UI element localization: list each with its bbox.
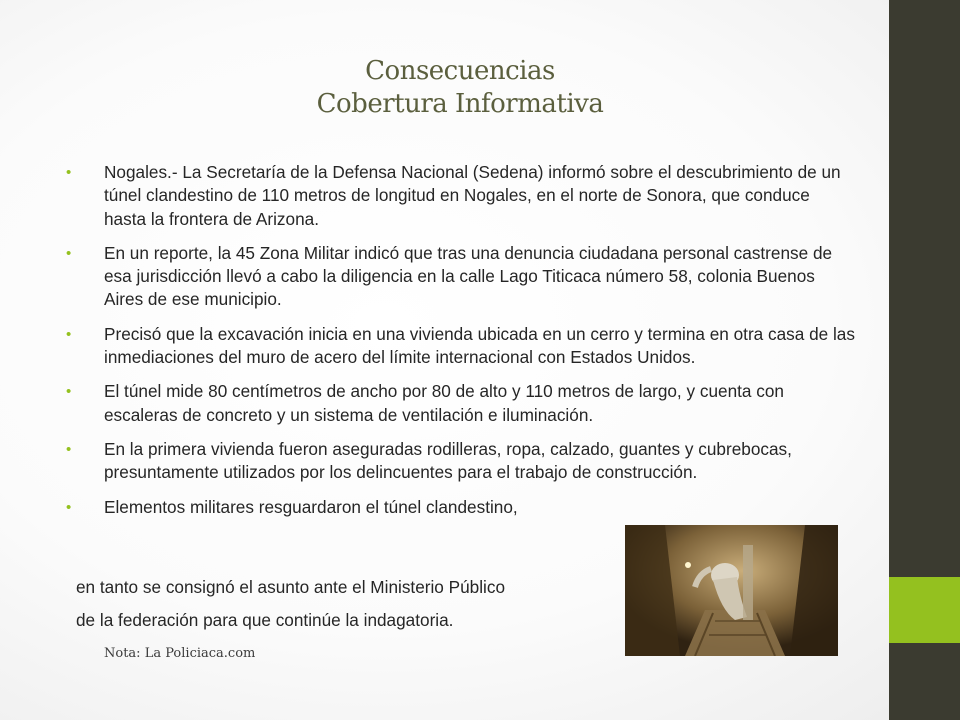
bullet-dot-icon: •: [66, 498, 72, 516]
right-accent-block: [889, 577, 960, 643]
bullet-text: Precisó que la excavación inicia en una vivienda ubicada en un cerro y termina en otra casa de las inmediaciones del muro de acero del límite internacional con Estados Unidos.: [104, 323, 855, 368]
bullet-item: [66, 438, 856, 485]
title-line-1: Consecuencias: [365, 56, 555, 86]
bullet-dot-icon: •: [66, 164, 72, 181]
bullet-text: En la primera vivienda fueron aseguradas rodilleras, ropa, calzado, guantes y cubrebocas, presuntamente utilizados por los delincuentes para el trabajo de construcción.: [104, 438, 792, 483]
bullet-text: En un reporte, la 45 Zona Militar indicó que tras una denuncia ciudadana personal castrense de esa jurisdicción llevó a cabo la diligencia en la calle Lago Titicaca número 58, colonia Buenos Aires de ese municipio.: [104, 242, 833, 310]
bullet-dot-icon: •: [66, 244, 72, 262]
bullet-list: [66, 161, 856, 519]
bullet-text: Elementos militares resguardaron el túnel clandestino,: [104, 496, 518, 517]
bullet-text: El túnel mide 80 centímetros de ancho por 80 de alto y 110 metros de largo, y cuenta con escaleras de concreto y un sistema de ventilación e iluminación.: [104, 381, 784, 425]
bullet-item: [66, 242, 856, 312]
source-note: Nota: La Policiaca.com: [104, 646, 256, 661]
continuation-line-2: de la federación para que continúe la indagatoria.: [76, 610, 454, 630]
slide-title: [180, 55, 740, 121]
title-line-2: Cobertura Informativa: [316, 89, 604, 119]
bullet-text: Nogales.- La Secretaría de la Defensa Nacional (Sedena) informó sobre el descubrimiento de un túnel clandestino de 110 metros de longitud en Nogales, en el norte de Sonora, que conduce hasta la frontera de Arizona.: [104, 162, 841, 229]
bullet-dot-icon: •: [66, 325, 72, 343]
bullet-dot-icon: •: [66, 440, 72, 458]
tunnel-photo-illustration: [625, 525, 838, 656]
continuation-line-1: en tanto se consignó el asunto ante el Ministerio Público: [76, 577, 505, 597]
bullet-dot-icon: •: [66, 383, 72, 401]
bullet-item: [66, 496, 856, 519]
bullet-item: [66, 380, 856, 427]
bullet-item: [66, 323, 856, 370]
bullet-item: [66, 161, 856, 231]
tunnel-photo: [625, 525, 838, 656]
